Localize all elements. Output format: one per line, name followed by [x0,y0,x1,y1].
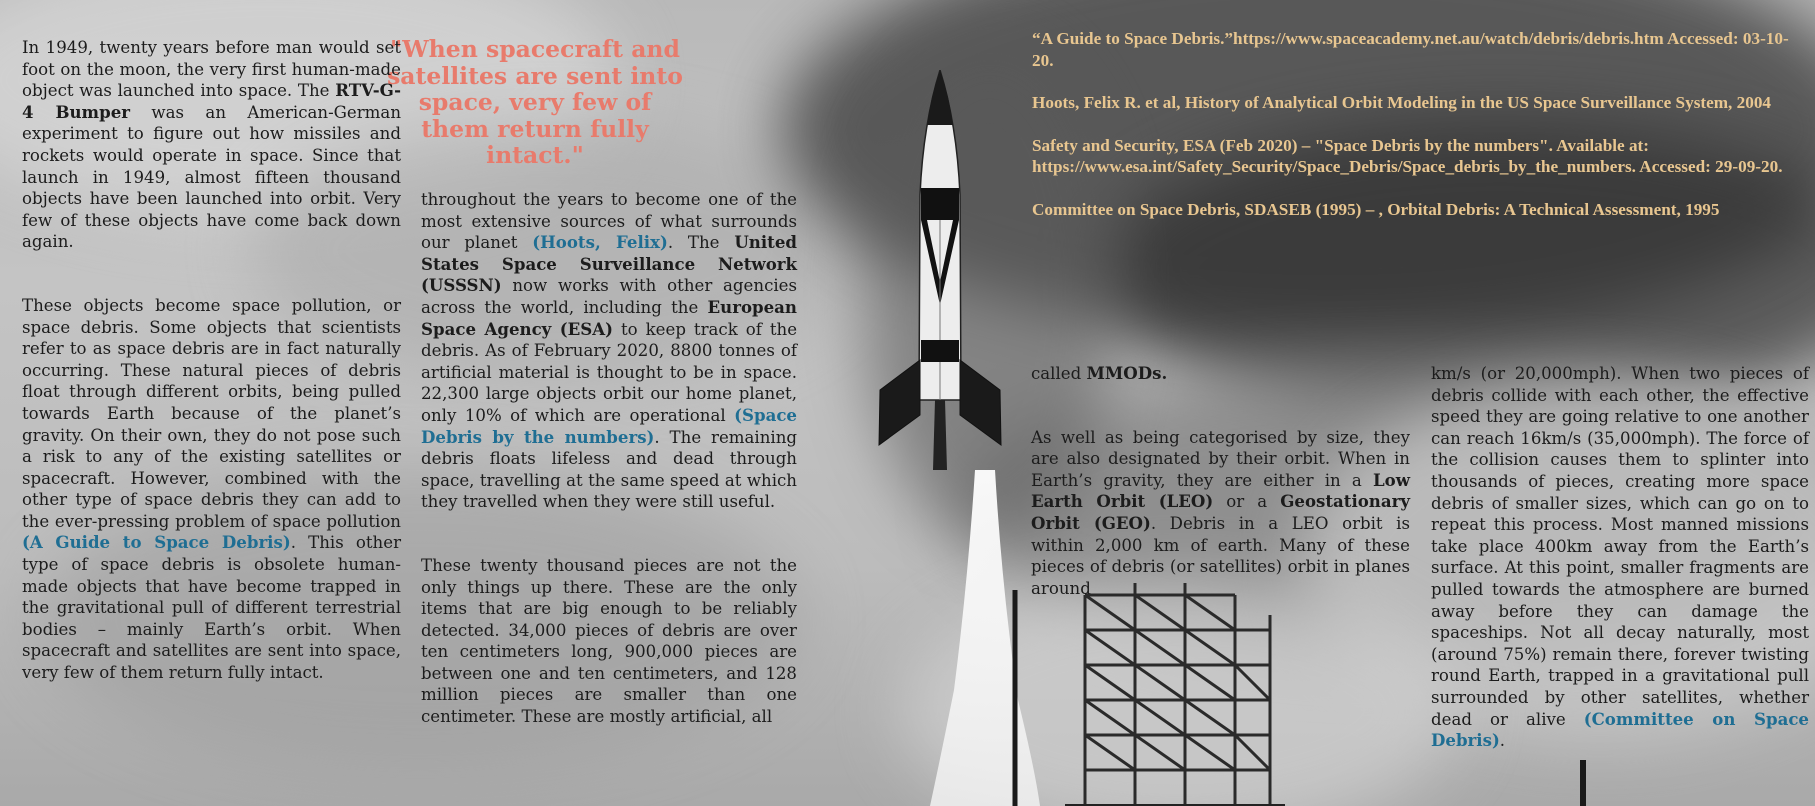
article-column-2 [421,189,797,728]
article-column-1 [22,37,401,684]
launch-pole [1578,760,1588,806]
reference-item: Committee on Space Debris, SDASEB (1995) – , Orbital Debris: A Technical Assessment, 1995 [1032,199,1720,219]
references-list [1032,28,1807,241]
article-column-3 [1031,363,1410,599]
reference-item: Hoots, Felix R. et al, History of Analytical Orbit Modeling in the US Space Surveillance System, 2004 [1032,93,1772,112]
citation-link[interactable]: (Hoots, Felix) [532,232,668,253]
paragraph: In 1949, twenty years before man would set foot on the moon, the very first human-made object was launched into space. The RTV-G-4 Bumper was an American-German experiment to figure out how missiles and rockets would operate in space. Since that launch in 1949, almost fifteen thousand objects have been launched into orbit. Very few of these objects have come back down again. [22,38,402,252]
paragraph: throughout the years to become one of the most extensive sources of what surrounds our planet (Hoots, Felix). The United States Space Surveillance Network (USSSN) now works with other agencies across the world, including the European Space Agency (ESA) to keep track of the debris. As of February 2020, 8800 tonnes of artificial material is thought to be in space. 22,300 large objects orbit our home planet, only 10% of which are operational (Space Debris by the numbers). The remaining debris floats lifeless and dead through space, travelling at the same speed at which they travelled when they were still useful. [421,190,798,512]
citation-link[interactable]: (Space Debris by the numbers) [421,404,797,447]
citation-link[interactable]: (Committee on Space Debris) [1431,708,1809,751]
citation-link[interactable]: (A Guide to Space Debris) [22,532,291,553]
paragraph: As well as being categorised by size, they are also designated by their orbit. When in Earth’s gravity, they are either in a Low Earth Orbit (LEO) or a Geostationary Orbit (GEO). Debris in a LEO orbit is within 2,000 km of earth. Many of these pieces of debris (or satellites) orbit in planes around [1031,427,1411,598]
reference-item: “A Guide to Space Debris.”https://www.spaceacademy.net.au/watch/debris/debris.htm Accessed: 03-10-20. [1032,29,1789,70]
pull-quote: "When spacecraft and satellites are sent into space, very few of them return fully intact." [387,35,683,169]
paragraph: These twenty thousand pieces are not the only things up there. These are the only items that are big enough to be reliably detected. 34,000 pieces of debris are over ten centimeters long, 900,000 pieces are between one and ten centimeters, and 128 million pieces are smaller than one centimeter. These are mostly artificial, all [421,555,797,727]
launch-pole [1010,590,1020,806]
v2-rocket-illustration [865,70,1015,470]
paragraph: km/s (or 20,000mph). When two pieces of debris collide with each other, the effective speed they are going relative to one another can reach 16km/s (35,000mph). The force of the collision causes them to splinter into thousands of pieces, creating more space debris of smaller sizes, which can go on to repeat this process. Most manned missions take place 400km away from the Earth’s surface. At this point, smaller fragments are pulled towards the atmosphere are burned away before they can damage the spaceships. Not all decay naturally, most (around 75%) remain there, forever twisting round Earth, trapped in a gravitational pull surrounded by other satellites, whether dead or alive (Committee on Space Debris). [1431,364,1809,751]
paragraph: called MMODs. [1031,363,1168,383]
article-column-4 [1431,363,1809,752]
launch-tower-scaffold [1065,575,1285,806]
paragraph: These objects become space pollution, or space debris. Some objects that scientists refer to as space debris are in fact naturally occurring. These natural pieces of debris float through different orbits, being pulled towards Earth because of the planet’s gravity. On their own, they do not pose such a risk to any of the existing satellites or spacecraft. However, combined with the other type of space debris they can add to the ever-pressing problem of space pollution (A Guide to Space Debris). This other type of space debris is obsolete human-made objects that have become trapped in the gravitational pull of different terrestrial bodies – mainly Earth’s orbit. When spacecraft and satellites are sent into space, very few of them return fully intact. [22,295,401,683]
reference-item: Safety and Security, ESA (Feb 2020) – "Space Debris by the numbers". Available at: https://www.esa.int/Safety_Security/Space_Debris/Space_debris_by_the_numbers. Accessed: 29-09-20. [1032,135,1783,176]
launch-smoke [930,470,1040,806]
